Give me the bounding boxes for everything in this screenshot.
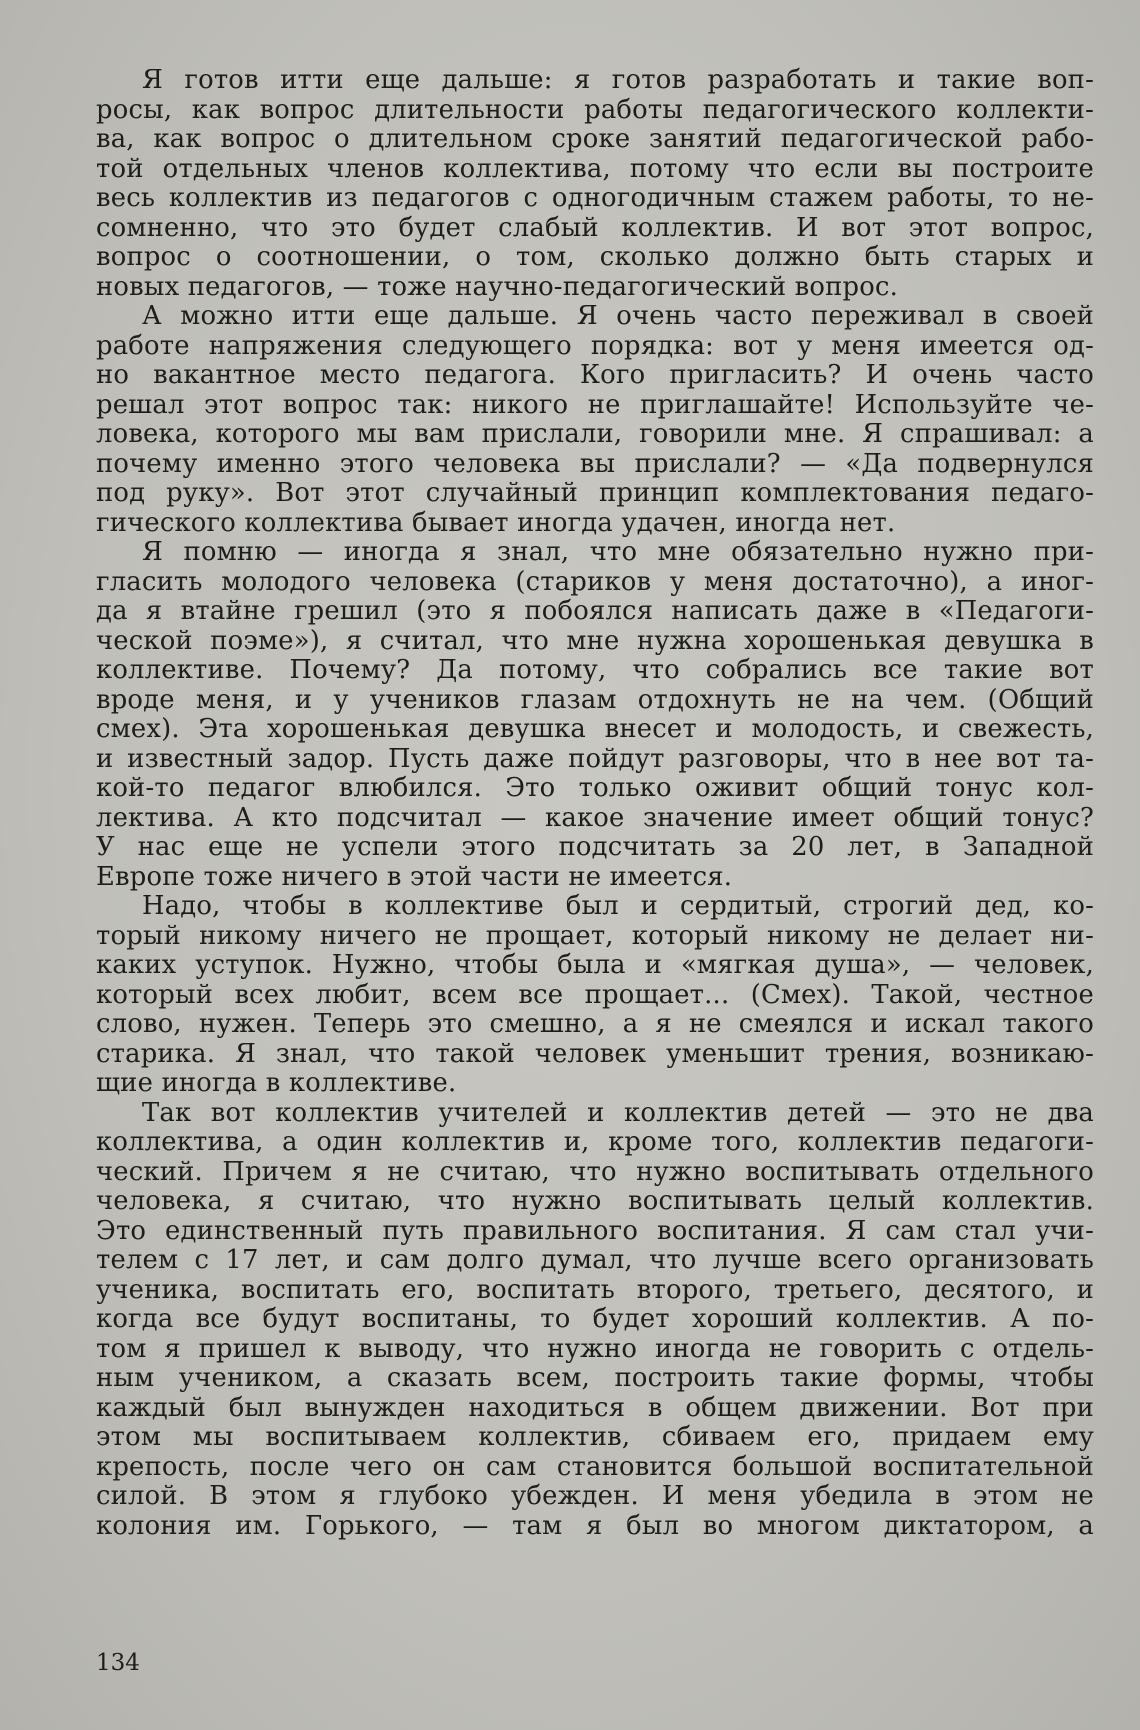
text-line: слово, нужен. Теперь это смешно, а я не смеялся и искал такого: [96, 1010, 1094, 1039]
text-line: вопрос о соотношении, о том, сколько должно быть старых и: [96, 243, 1094, 272]
text-line: силой. В этом я глубоко убежден. И меня убедила в этом не: [96, 1482, 1094, 1511]
text-line: да я втайне грешил (это я побоялся написать даже в «Педагоги-: [96, 597, 1094, 626]
text-line: гласить молодого человека (стариков у меня достаточно), а иног-: [96, 567, 1094, 597]
text-line: А можно итти еще дальше. Я очень часто переживал в своей: [142, 302, 1094, 331]
text-line: той отдельных членов коллектива, потому что если вы построите: [96, 154, 1094, 184]
text-line: каких уступок. Нужно, чтобы была и «мягкая душа», — человек,: [96, 951, 1094, 980]
text-line: когда все будут воспитаны, то будет хороший коллектив. А по-: [96, 1305, 1094, 1334]
text-line: Так вот коллектив учителей и коллектив детей — это не два: [142, 1098, 1094, 1128]
text-line: вроде меня, и у учеников глазам отдохнуть не на чем. (Общий: [96, 685, 1094, 715]
text-line: Я помню — иногда я знал, что мне обязательно нужно при-: [142, 538, 1094, 567]
text-line: работе напряжения следующего порядка: вот у меня имеется од-: [96, 331, 1094, 361]
text-line: Надо, чтобы в коллективе был и сердитый, строгий дед, ко-: [142, 892, 1094, 921]
text-line: ческой поэме»), я считал, что мне нужна хорошенькая девушка в: [96, 626, 1094, 656]
text-line: гического коллектива бывает иногда удачен, иногда нет.: [96, 508, 896, 538]
text-line: почему именно этого человека вы прислали? — «Да подвернулся: [96, 449, 1094, 479]
text-line: решал этот вопрос так: никого не приглашайте! Используйте че-: [96, 390, 1094, 420]
text-line: но вакантное место педагога. Кого пригласить? И очень часто: [96, 361, 1094, 390]
text-line: каждый был вынужден находиться в общем движении. Вот при: [96, 1393, 1094, 1423]
text-line: Я готов итти еще дальше: я готов разработать и такие воп-: [142, 66, 1094, 95]
text-line: сомненно, что это будет слабый коллектив. И вот этот вопрос,: [96, 213, 1094, 243]
page-number: 134: [96, 1650, 140, 1676]
text-line: ным учеником, а сказать всем, построить такие формы, чтобы: [96, 1364, 1094, 1393]
text-line: ческий. Причем я не считаю, что нужно воспитывать отдельного: [96, 1157, 1094, 1187]
text-line: ученика, воспитать его, воспитать второго, третьего, десятого, и: [96, 1275, 1094, 1305]
text-line: новых педагогов, — тоже научно-педагогический вопрос.: [96, 272, 899, 302]
text-line: ловека, которого мы вам прислали, говорили мне. Я спрашивал: а: [96, 420, 1094, 449]
text-line: Это единственный путь правильного воспитания. Я сам стал учи-: [96, 1216, 1094, 1246]
text-line: щие иногда в коллективе.: [96, 1069, 457, 1098]
text-line: смех). Эта хорошенькая девушка внесет и молодость, и свежесть,: [96, 715, 1094, 744]
text-line: человека, я считаю, что нужно воспитывать целый коллектив.: [96, 1187, 1094, 1216]
text-line: колония им. Горького, — там я был во многом диктатором, а: [96, 1511, 1094, 1541]
text-line: кой-то педагог влюбился. Это только оживит общий тонус кол-: [96, 774, 1094, 803]
text-line: росы, как вопрос длительности работы педагогического коллекти-: [96, 95, 1094, 125]
text-line: и известный задор. Пусть даже пойдут разговоры, что в нее вот та-: [96, 744, 1094, 774]
body-text: [96, 66, 1094, 1541]
text-line: весь коллектив из педагогов с одногодичным стажем работы, то не-: [96, 184, 1094, 213]
text-line: который всех любит, всем все прощает... (Смех). Такой, честное: [96, 980, 1094, 1010]
text-line: под руку». Вот этот случайный принцип комплектования педаго-: [96, 479, 1094, 508]
text-line: торый никому ничего не прощает, который никому не делает ни-: [96, 921, 1094, 951]
text-line: крепость, после чего он сам становится большой воспитательной: [96, 1452, 1094, 1482]
text-line: этом мы воспитываем коллектив, сбиваем его, придаем ему: [96, 1423, 1094, 1452]
text-line: Европе тоже ничего в этой части не имеется.: [96, 862, 733, 892]
text-line: старика. Я знал, что такой человек уменьшит трения, возникаю-: [96, 1039, 1094, 1069]
text-line: телем с 17 лет, и сам долго думал, что лучше всего организовать: [96, 1246, 1094, 1275]
text-line: лектива. А кто подсчитал — какое значение имеет общий тонус?: [96, 803, 1094, 833]
text-line: том я пришел к выводу, что нужно иногда не говорить с отдель-: [96, 1334, 1094, 1364]
text-line: коллективе. Почему? Да потому, что собрались все такие вот: [96, 656, 1094, 685]
text-line: коллектива, а один коллектив и, кроме того, коллектив педагоги-: [96, 1128, 1094, 1157]
text-line: ва, как вопрос о длительном сроке занятий педагогической рабо-: [96, 125, 1094, 154]
text-line: У нас еще не успели этого подсчитать за 20 лет, в Западной: [96, 833, 1094, 862]
